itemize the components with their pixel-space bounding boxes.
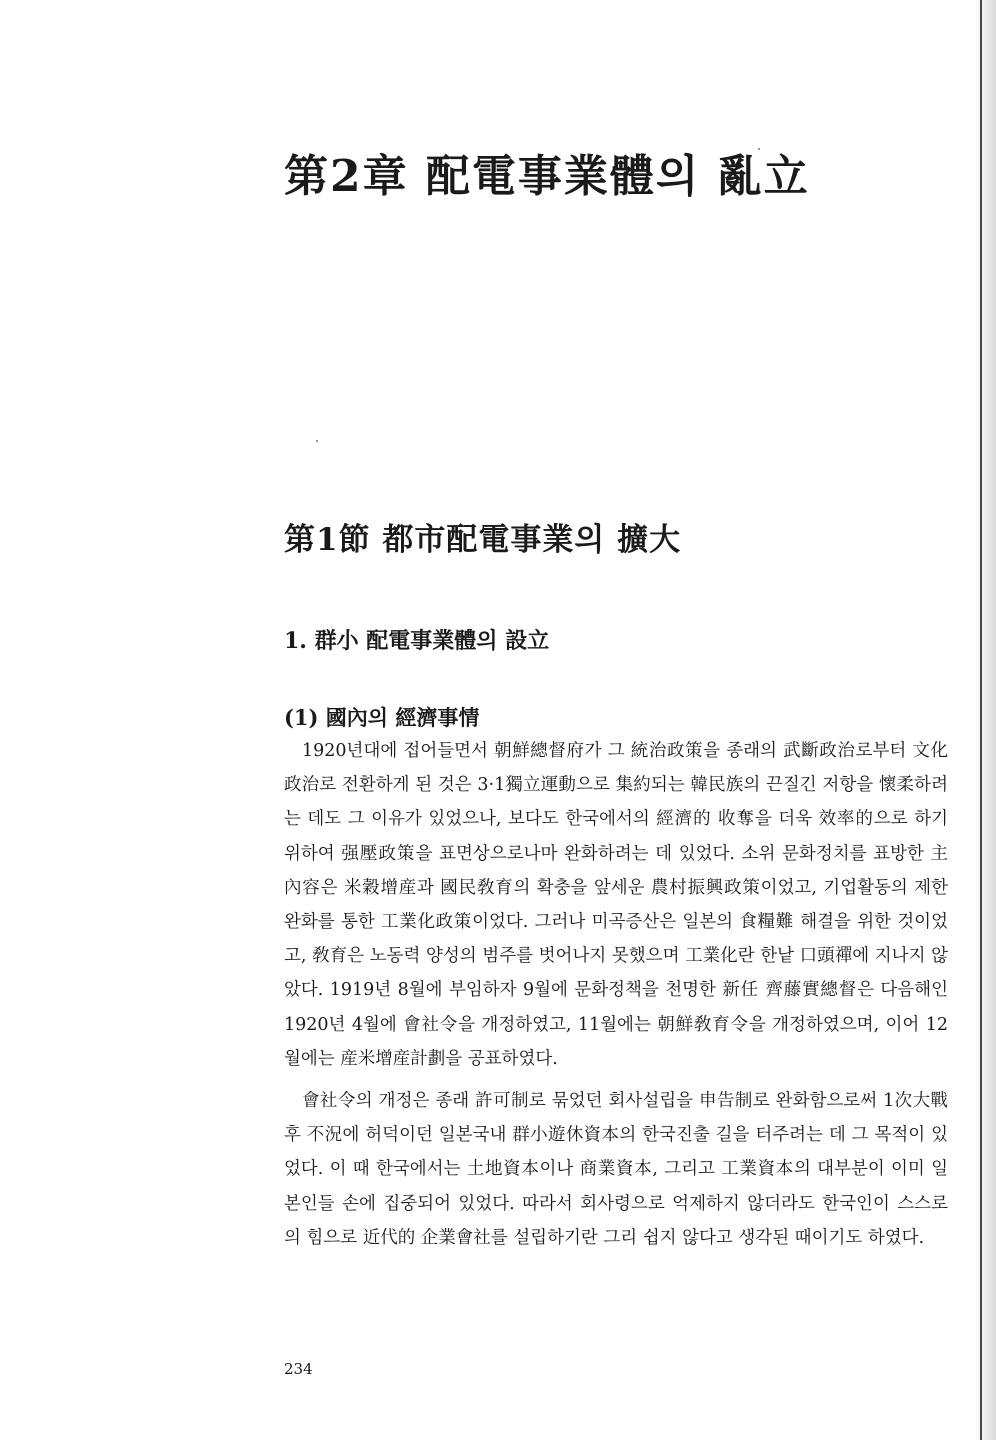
- subsubsection-title: (1) 國內의 經濟事情: [284, 705, 480, 730]
- paragraph: 會社令의 개정은 종래 許可制로 묶었던 회사설립을 申告制로 완화함으로써 1次大戰후 不況에 허덕이던 일본국내 群小遊休資本의 한국진출 길을 터주려는 데 그 목적이 있었다. 이 때 한국에서는 土地資本이나 商業資本, 그리고 工業資本의 대부분이 이미 일본인들 손에 집중되어 있었다. 따라서 회사령으로 억제하지 않더라도 한국인이 스스로의 힘으로 近代的 企業會社를 설립하기란 그리 쉽지 않다고 생각된 때이기도 하였다.: [284, 1091, 948, 1248]
- chapter-title: 第2章 配電事業體의 亂立: [284, 151, 810, 202]
- subsection-title: 1. 群小 配電事業體의 設立: [284, 628, 550, 654]
- section-title: 第1節 都市配電事業의 擴大: [284, 522, 682, 558]
- scan-edge-line: [980, 0, 982, 1440]
- paragraph: 1920년대에 접어들면서 朝鮮總督府가 그 統治政策을 종래의 武斷政治로부터 文化政治로 전환하게 된 것은 3·1獨立運動으로 集約되는 韓民族의 끈질긴 저항을 懷柔하려는 데도 그 이유가 있었으나, 보다도 한국에서의 經濟的 收奪을 더욱 效率的으로 하기 위하여 强壓政策을 표면상으로나마 완화하려는 데 있었다. 소위 문화정치를 표방한 主內容은 米穀增産과 國民敎育의 확충을 앞세운 農村振興政策이었고, 기업활동의 제한 완화를 통한 工業化政策이었다. 그러나 미곡증산은 일본의 食糧難 해결을 위한 것이었고, 敎育은 노동력 양성의 범주를 벗어나지 못했으며 工業化란 한낱 口頭禪에 지나지 않았다. 1919년 8월에 부임하자 9월에 문화정책을 천명한 新任 齊藤實總督은 다음해인 1920년 4월에 會社令을 개정하였고, 11월에는 朝鮮敎育令을 개정하였으며, 이어 12월에는 産米增産計劃을 공표하였다.: [284, 741, 948, 1069]
- body-text: [284, 734, 948, 1263]
- scan-speck: [316, 440, 318, 442]
- page-number: 234: [284, 1360, 313, 1378]
- scan-edge-shadow: [974, 0, 996, 1440]
